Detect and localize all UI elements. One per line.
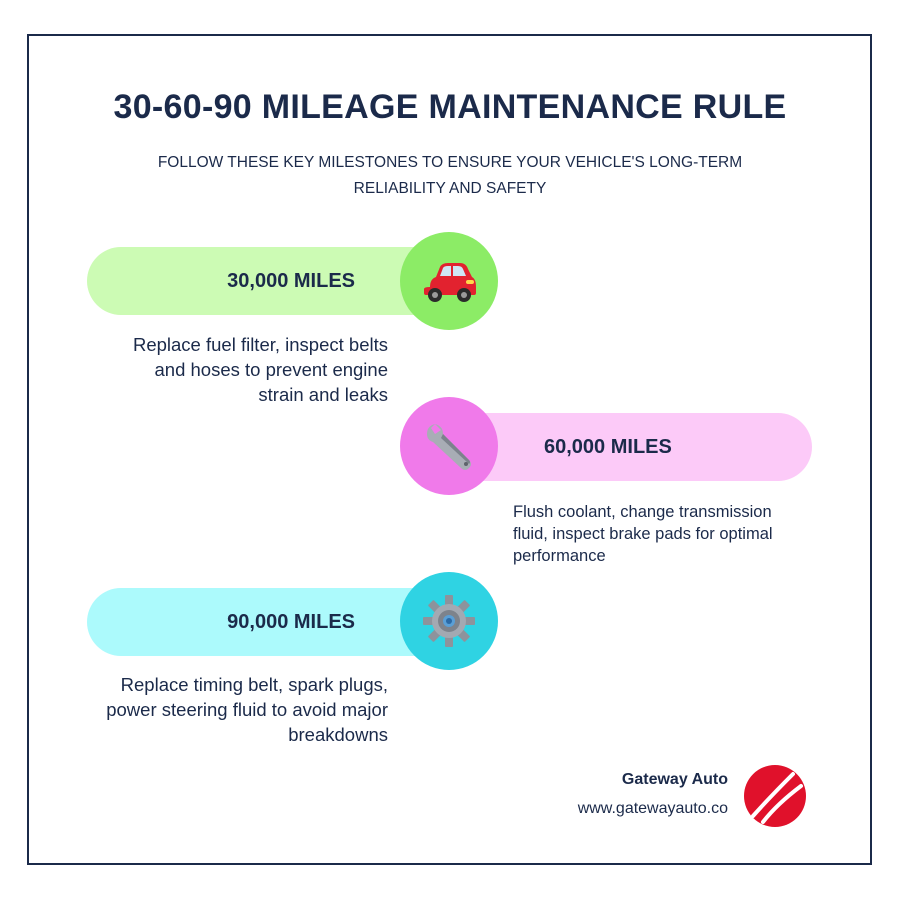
milestone-90k-description: Replace timing belt, spark plugs, power steering fluid to avoid major breakdowns [106,674,388,745]
milestone-30k-description: Replace fuel filter, inspect belts and hoses to prevent engine strain and leaks [132,334,388,405]
page-subtitle: FOLLOW THESE KEY MILESTONES TO ENSURE YOUR VEHICLE'S LONG-TERM RELIABILITY AND SAFETY [157,154,743,197]
brand-url[interactable]: www.gatewayauto.co [577,800,728,817]
milestone-30k-label: 30,000 MILES [227,269,355,292]
milestone-60k-description: Flush coolant, change transmission fluid, inspect brake pads for optimal performance [513,503,773,565]
milestone-30k-badge [400,232,498,330]
milestone-90k-label: 90,000 MILES [227,610,355,633]
brand-name: Gateway Auto [621,771,728,788]
wrench-icon [421,418,477,474]
gear-icon [421,593,477,649]
milestone-60k-label: 60,000 MILES [544,435,672,458]
gateway-auto-logo [743,764,807,828]
page-title: 30-60-90 MILEAGE MAINTENANCE RULE [113,88,787,126]
car-icon [420,259,478,303]
milestone-60k-badge [400,397,498,495]
milestone-90k-badge [400,572,498,670]
